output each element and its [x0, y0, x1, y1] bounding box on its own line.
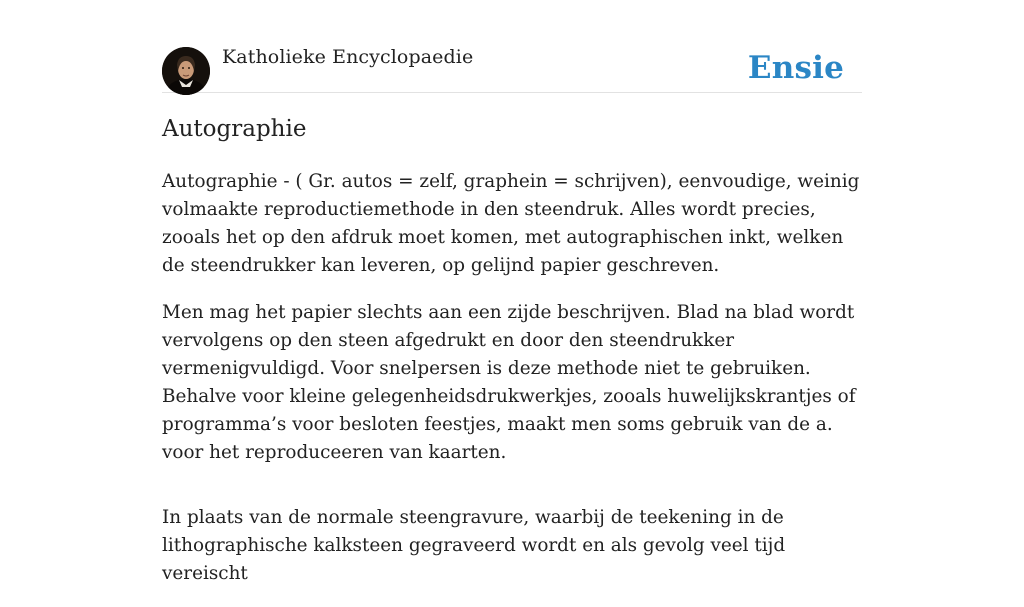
brand-logo[interactable]: Ensie [747, 50, 844, 86]
article-title: Autographie [162, 116, 307, 142]
portrait-avatar-icon[interactable] [162, 47, 210, 95]
article-body [162, 168, 862, 607]
article-paragraph: Autographie - ( Gr. autos = zelf, graphein = schrijven), eenvoudige, weinig volmaakte reproductiemethode in den steendruk. Alles wordt precies, zooals het op den afdruk moet komen, met autographischen inkt, welken de steendrukker kan leveren, op gelijnd papier geschreven. [162, 171, 860, 276]
article-page [162, 0, 862, 584]
site-header [162, 0, 862, 93]
article-paragraph: In plaats van de normale steengravure, waarbij de teekening in de lithographische kalksteen gegraveerd wordt en als gevolg veel tijd vereischt [162, 507, 786, 584]
source-title[interactable]: Katholieke Encyclopaedie [222, 46, 474, 68]
article-paragraph: Men mag het papier slechts aan een zijde beschrijven. Blad na blad wordt vervolgens op den steen afgedrukt en door den steendrukker vermenigvuldigd. Voor snelpersen is deze methode niet te gebruiken. Behalve voor kleine gelegenheidsdrukwerkjes, zooals huwelijkskrantjes of programma’s voor besloten feestjes, maakt men soms gebruik van de a. voor het reproduceeren van kaarten. [162, 302, 856, 463]
